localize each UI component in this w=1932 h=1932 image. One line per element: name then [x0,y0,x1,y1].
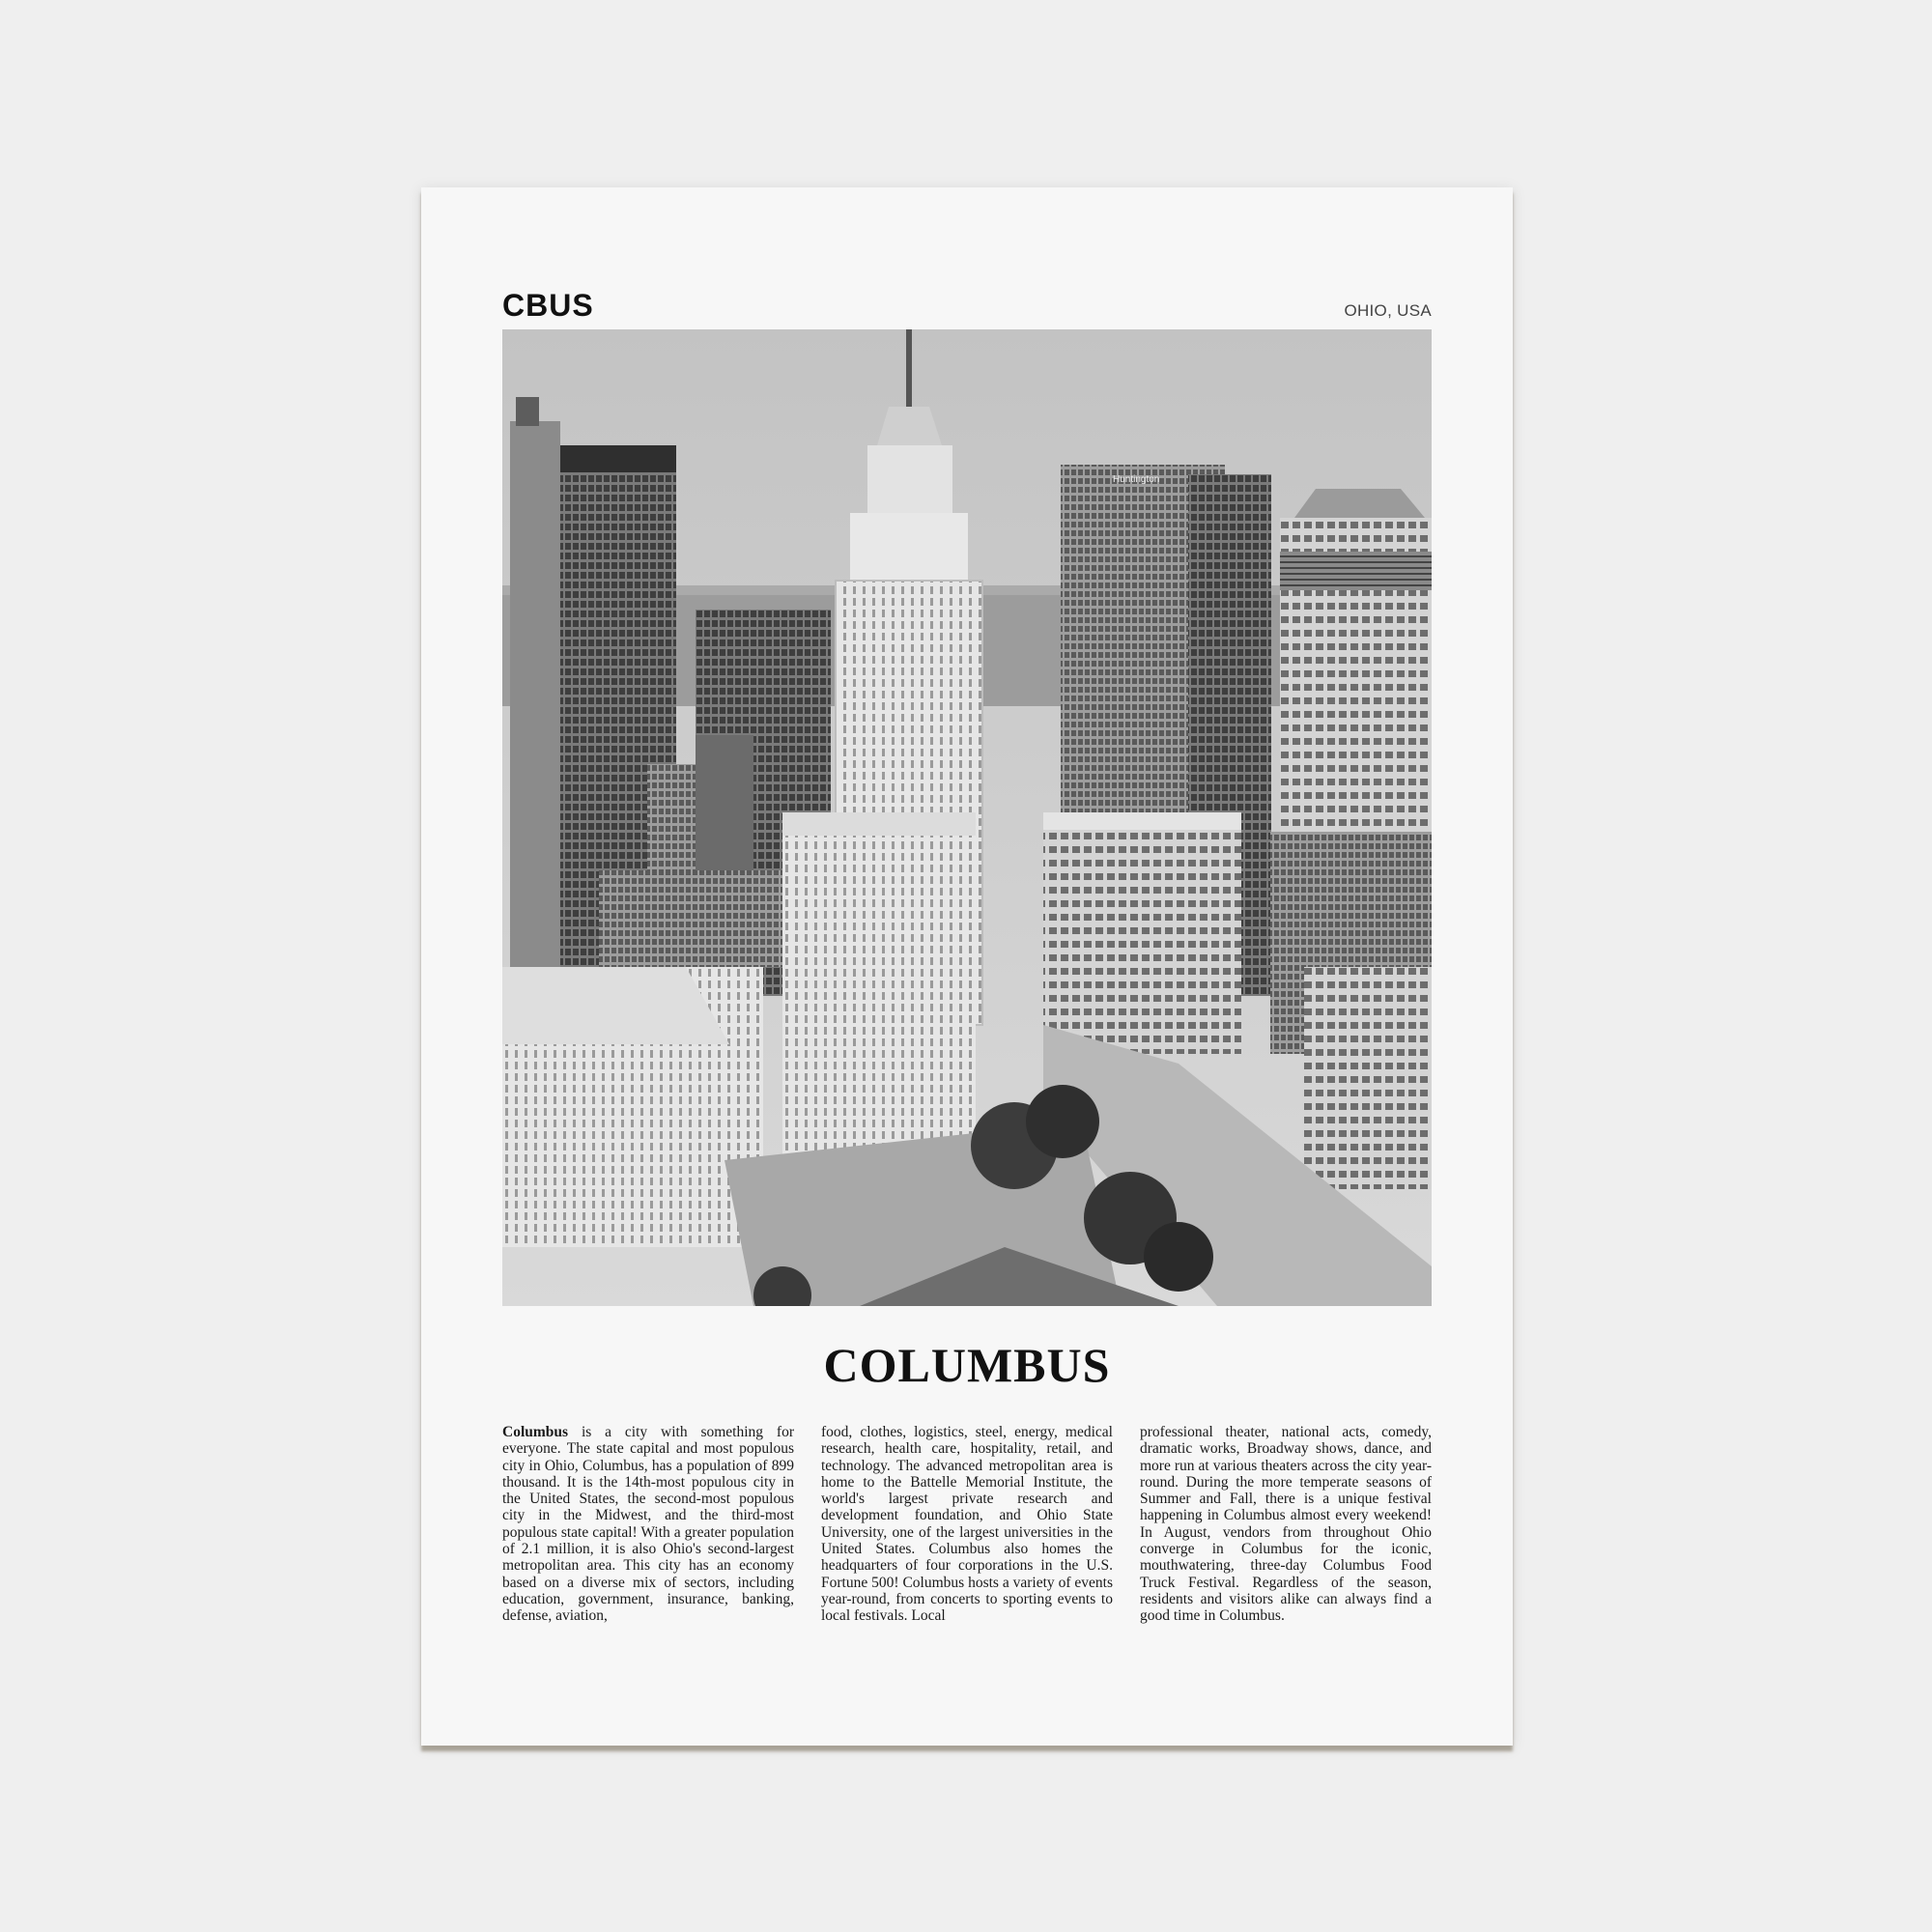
description-lead: Columbus [502,1424,569,1440]
location-label: OHIO, USA [1344,301,1432,320]
description-column-1 [502,1424,794,1625]
city-abbreviation: CBUS [502,288,594,323]
description-text-1: is a city with something for everyone. The state capital and most populous city in Ohio, Columbus, has a population of 899 thousand. It is the 14th-most populous city in the United States, the second-most populous city in the Midwest, and the third-most populous state capital! With a greater population of 2.1 million, it is also Ohio's second-largest metropolitan area. This city has an economy based on a diverse mix of sectors, including education, government, insurance, banking, defense, aviation, [502,1424,794,1625]
description-column-3: professional theater, national acts, comedy, dramatic works, Broadway shows, dance, and more run at various theaters across the city year-round. During the more temperate seasons of Summer and Fall, there is a unique festival happening in Columbus almost every weekend! In August, vendors from throughout Ohio converge in Columbus for the iconic, mouthwatering, three-day Columbus Food Truck Festival. Regardless of the season, residents and visitors alike can always find a good time in Columbus. [1140,1424,1432,1625]
poster [421,187,1513,1746]
photo-sign-text: Huntington [1113,474,1160,485]
skyline-photo [502,329,1432,1306]
skyline-illustration [502,329,1432,1306]
description-column-2: food, clothes, logistics, steel, energy, medical research, health care, hospitality, retail, and technology. The advanced metropolitan area is home to the Battelle Memorial Institute, the world's largest private research and development foundation, and Ohio State University, one of the largest universities in the United States. Columbus also homes the headquarters of four corporations in the U.S. Fortune 500! Columbus hosts a variety of events year-round, from concerts to sporting events to local festivals. Local [821,1424,1113,1625]
description-columns [502,1424,1432,1625]
city-title: COLUMBUS [823,1338,1111,1392]
